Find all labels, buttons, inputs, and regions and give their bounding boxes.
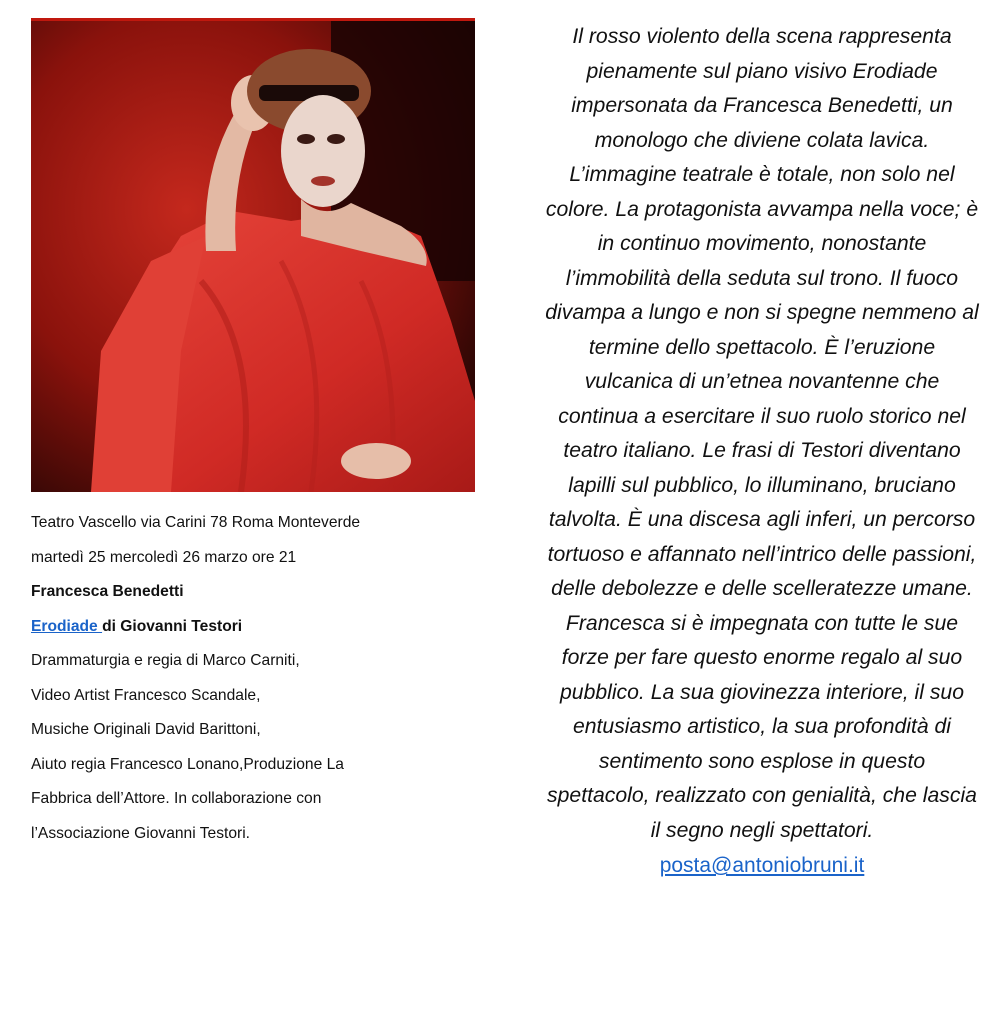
actress-photo-icon — [31, 21, 475, 492]
credit-line: Musiche Originali David Barittoni, — [31, 721, 261, 738]
performer-name: Francesca Benedetti — [31, 583, 184, 600]
venue-text: Teatro Vascello via Carini 78 Roma Monteverde — [31, 514, 361, 531]
play-title-line — [31, 610, 501, 645]
credit-line: Drammaturgia e regia di Marco Carniti, — [31, 652, 300, 669]
credit-line: l’Associazione Giovanni Testori. — [31, 824, 250, 842]
review-column — [545, 20, 979, 884]
stage-photo — [31, 18, 475, 492]
credit-line: Fabbrica dell’Attore. In collaborazione con — [31, 790, 322, 807]
play-author: di Giovanni Testori — [102, 617, 243, 635]
credit-line: Aiuto regia Francesco Lonano,Produzione La — [31, 755, 344, 773]
dates-text: martedì 25 mercoledì 26 marzo ore 21 — [31, 548, 297, 566]
play-title-link[interactable]: Erodiade — [31, 617, 103, 635]
review-text: Il rosso violento della scena rappresenta pienamente sul piano visivo Erodiade impersonata da Francesca Benedetti, un monologo che diviene colata lavica. L’immagine teatrale è totale, non solo nel colore. La protagonista avvampa nella voce; è in continuo movimento, nonostante l’immobilità della seduta sul trono. Il fuoco divampa a lungo e non si spegne nemmeno al termine dello spettacolo. È l’eruzione vulcanica di un’etnea novantenne che continua a esercitare il suo ruolo storico nel teatro italiano. Le frasi di Testori diventano lapilli sul pubblico, lo illuminano, bruciano talvolta. È una discesa agli inferi, un percorso tortuoso e affannato nell’intrico delle passioni, delle debolezze e delle scelleratezze umane. Francesca si è impegnata con tutte le sue forze per fare questo enorme regalo al suo pubblico. La sua giovinezza interiore, il suo entusiasmo artistico, la sua profondità di sentimento sono esplose in questo spettacolo, realizzato con genialità, che lascia il segno negli spettatori. — [545, 25, 979, 842]
event-info — [31, 506, 501, 851]
email-link[interactable]: posta@antoniobruni.it — [659, 854, 865, 877]
credit-line: Video Artist Francesco Scandale, — [31, 686, 261, 704]
